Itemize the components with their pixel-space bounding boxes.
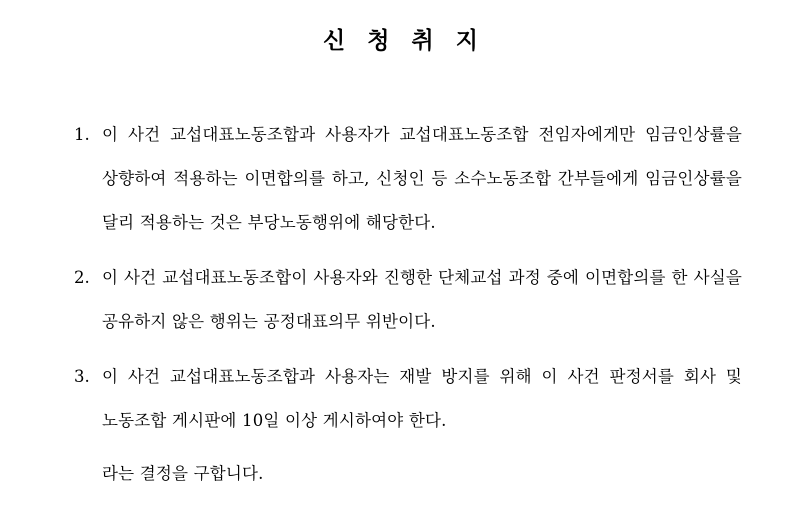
closing-statement-text: 라는 결정을 구합니다. [102,464,264,483]
list-item [74,113,742,245]
list-item-text: 이 사건 교섭대표노동조합이 사용자와 진행한 단체교섭 과정 중에 이면합의를 한 사실을 공유하지 않은 행위는 공정대표의무 위반이다. [102,268,742,331]
list-item-number: 3. [74,367,90,386]
list-item-text: 이 사건 교섭대표노동조합과 사용자는 재발 방지를 위해 이 사건 판정서를 회사 및 노동조합 게시판에 10일 이상 게시하여야 한다. [102,367,742,430]
list-item-number: 1. [74,125,90,144]
closing-statement [74,452,742,496]
document-body [0,113,800,496]
page-title: 신 청 취 지 [323,27,485,54]
list-item [74,256,742,344]
list-item-text: 이 사건 교섭대표노동조합과 사용자가 교섭대표노동조합 전임자에게만 임금인상률을 상향하여 적용하는 이면합의를 하고, 신청인 등 소수노동조합 간부들에게 임금인상률을 달리 적용하는 것은 부당노동행위에 해당한다. [102,125,742,232]
list-item [74,355,742,443]
list-item-number: 2. [74,268,90,287]
